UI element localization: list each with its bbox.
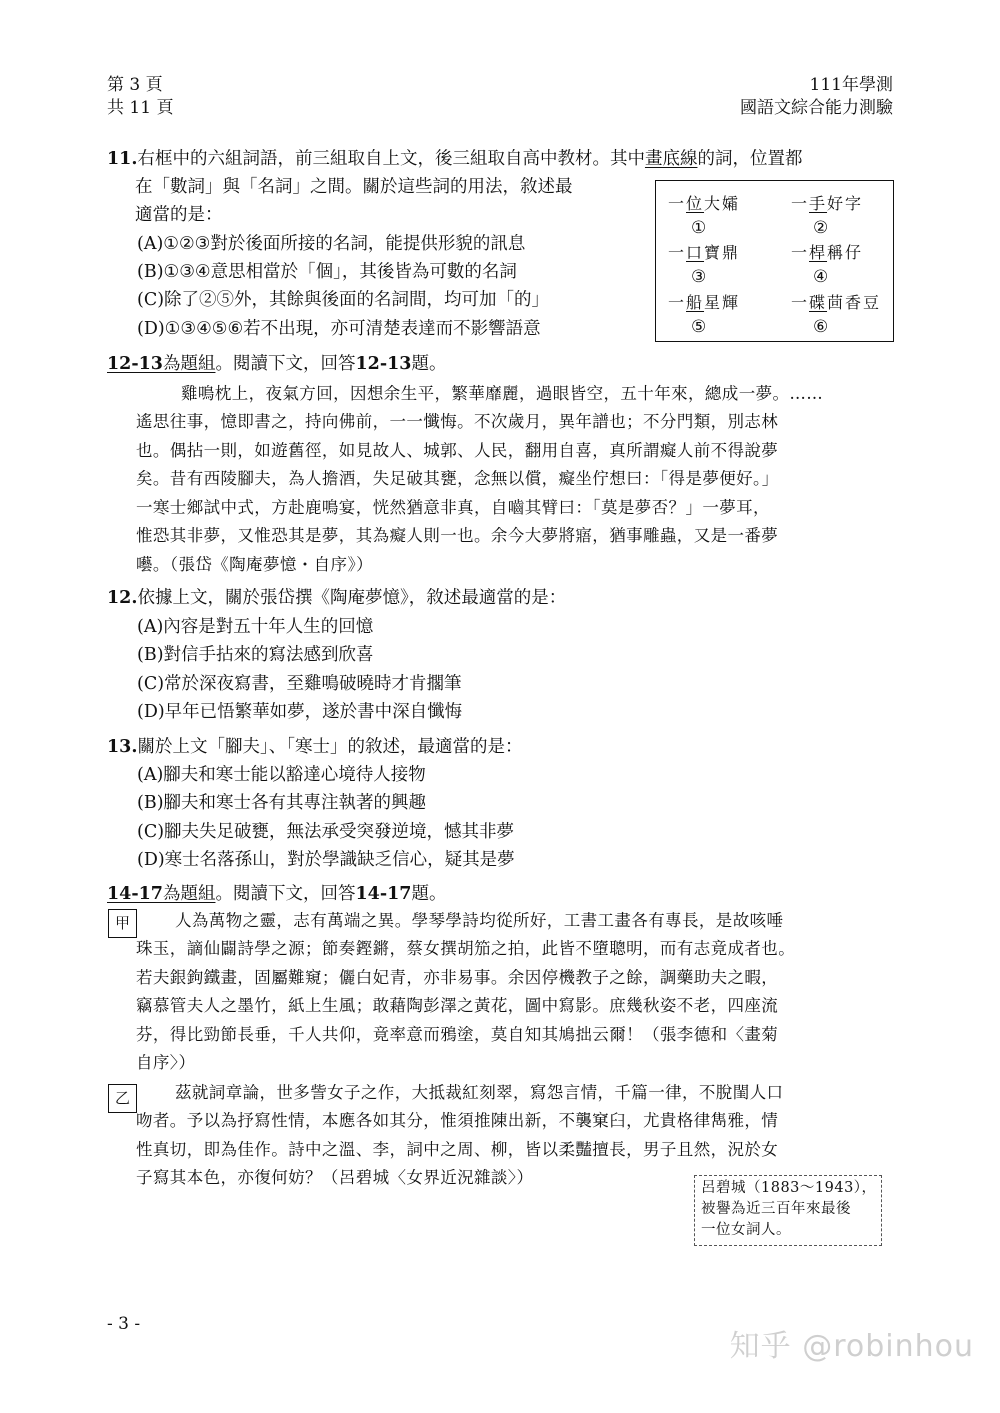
watermark: 知乎 @robinhou	[729, 1329, 974, 1364]
stem-text: 的詞，位置都	[697, 149, 803, 169]
word-5: 一船星輝	[668, 293, 741, 312]
exam-subject: 國語文綜合能力測驗	[740, 98, 893, 118]
question-12-option-d[interactable]: (D)早年已悟繁華如夢，遂於書中深自懺悔	[137, 702, 463, 722]
group-label: 為題組	[162, 884, 216, 904]
passage-yi-line: 吻者。予以為抒寫性情，本應各如其分，惟須推陳出新，不襲窠臼，尤貴格律雋雅，情	[136, 1111, 779, 1130]
passage-yi-tag: 乙	[108, 1084, 137, 1113]
passage-yi-line: 茲就詞章論，世多訾女子之作，大抵裁紅刻翠，寫怨言情，千篇一律，不脫閨人口	[175, 1083, 784, 1102]
passage-jia-line: 竊慕管夫人之墨竹，紙上生風；敢藉陶彭澤之黃花，圖中寫影。庶幾秋姿不老，四座流	[136, 996, 779, 1015]
exam-name: 111年學測	[809, 75, 893, 95]
word-4-marker: ④	[813, 267, 829, 287]
group-end: 題。	[411, 884, 447, 904]
group-label: 為題組	[162, 354, 216, 374]
question-13-option-d[interactable]: (D)寒士名落孫山，對於學識缺乏信心，疑其是夢	[137, 850, 515, 870]
question-11-option-c[interactable]: (C)除了②⑤外，其餘與後面的名詞間，均可加「的」	[137, 290, 550, 310]
passage-1-line: 一寒士鄉試中式，方赴鹿鳴宴，恍然猶意非真，自嚙其臂曰：「莫是夢否？」一夢耳，	[136, 498, 770, 517]
passage-1-line: 囈。（張岱《陶庵夢憶・自序》）	[136, 555, 373, 574]
note-line: 呂碧城（1883～1943），	[701, 1180, 877, 1196]
word-5-marker: ⑤	[691, 317, 707, 337]
passage-1-line: 矣。昔有西陵腳夫，為人擔酒，失足破其甕，念無以償，癡坐佇想曰：「得是夢便好。」	[136, 469, 779, 488]
question-12-option-b[interactable]: (B)對信手拈來的寫法感到欣喜	[137, 645, 374, 665]
question-11-option-b[interactable]: (B)①③④意思相當於「個」，其後皆為可數的名詞	[137, 262, 517, 282]
page-footer-number: - 3 -	[107, 1314, 141, 1334]
passage-yi-line: 性真切，即為佳作。詩中之溫、李，詞中之周、柳，皆以柔豔擅長，男子且然，況於女	[136, 1140, 779, 1159]
author-note	[694, 1175, 882, 1246]
word-box	[655, 180, 894, 342]
note-line: 一位女詞人。	[701, 1222, 791, 1238]
question-13-option-a[interactable]: (A)腳夫和寒士能以豁達心境待人接物	[137, 765, 426, 785]
question-12-stem	[107, 584, 566, 612]
word-6-marker: ⑥	[813, 317, 829, 337]
page-number: 第 3 頁	[107, 75, 163, 95]
group-end: 題。	[411, 354, 447, 374]
group-text: 。閱讀下文，回答	[215, 354, 356, 374]
passage-jia-line: 芬，得比勁節長垂，千人共仰，竟率意而鴉塗，莫自知其鳩拙云爾！（張李德和〈畫菊	[136, 1025, 779, 1044]
passage-1-line: 雞鳴枕上，夜氣方回，因想余生平，繁華靡麗，過眼皆空，五十年來，總成一夢。……	[181, 384, 824, 403]
group-14-17-heading	[107, 880, 446, 908]
word-4: 一桿稱仔	[791, 243, 864, 262]
word-2: 一手好字	[791, 194, 864, 213]
note-line: 被譽為近三百年來最後	[701, 1201, 851, 1217]
question-12-option-a[interactable]: (A)內容是對五十年人生的回憶	[137, 617, 374, 637]
question-12-option-c[interactable]: (C)常於深夜寫書，至雞鳴破曉時才肯擱筆	[137, 674, 462, 694]
word-3-marker: ③	[691, 267, 707, 287]
passage-jia-line: 自序〉）	[136, 1053, 196, 1072]
stem-text: 依據上文，關於張岱撰《陶庵夢憶》，敘述最適當的是：	[137, 588, 567, 608]
question-13-option-b[interactable]: (B)腳夫和寒士各有其專注執著的興趣	[137, 793, 427, 813]
passage-yi-line: 子寫其本色，亦復何妨？（呂碧城〈女界近況雜談〉）	[136, 1168, 534, 1187]
passage-jia-line: 若夫銀鉤鐵畫，固屬難窺；儷白妃青，亦非易事。余因停機教子之餘，調藥助夫之暇，	[136, 968, 779, 987]
question-12-number: 12.	[107, 588, 138, 608]
page-total: 共 11 頁	[107, 98, 174, 118]
passage-1-line: 也。偶拈一則，如遊舊徑，如見故人、城郭、人民，翻用自喜，真所謂癡人前不得說夢	[136, 441, 779, 460]
question-13-stem	[107, 733, 522, 761]
group-range-ref: 12-13	[355, 354, 412, 374]
question-13-number: 13.	[107, 737, 138, 757]
group-range: 12-13	[107, 354, 163, 374]
question-13-option-c[interactable]: (C)腳夫失足破甕，無法承受突發逆境，憾其非夢	[137, 822, 515, 842]
word-1: 一位大孀	[668, 194, 741, 213]
word-1-marker: ①	[691, 218, 707, 238]
passage-jia-line: 珠玉，謫仙闢詩學之源；節奏鏗鏘，蔡女撰胡笳之拍，此皆不墮聰明，而有志竟成者也。	[136, 939, 796, 958]
word-3: 一口寶鼎	[668, 243, 741, 262]
question-11-option-a[interactable]: (A)①②③對於後面所接的名詞，能提供形貌的訊息	[137, 234, 526, 254]
question-11-stem-line1	[107, 145, 802, 173]
stem-text: 右框中的六組詞語，前三組取自上文，後三組取自高中教材。其中	[137, 149, 645, 169]
group-range: 14-17	[107, 884, 163, 904]
group-12-13-heading	[107, 350, 446, 378]
stem-text: 關於上文「腳夫」、「寒士」的敘述，最適當的是：	[137, 737, 523, 757]
passage-jia-tag: 甲	[108, 909, 137, 938]
passage-1-line: 惟恐其非夢，又惟恐其是夢，其為癡人則一也。余今大夢將寤，猶事雕蟲，又是一番夢	[136, 526, 779, 545]
passage-jia-line: 人為萬物之靈，志有萬端之異。學琴學詩均從所好，工書工畫各有專長，是故咳唾	[175, 911, 784, 930]
passage-1-line: 遙思往事，憶即書之，持向佛前，一一懺悔。不次歲月，異年譜也；不分門類，別志林	[136, 412, 779, 431]
group-range-ref: 14-17	[355, 884, 412, 904]
question-11-option-d[interactable]: (D)①③④⑤⑥若不出現，亦可清楚表達而不影響語意	[137, 319, 541, 339]
question-11-stem-line2: 在「數詞」與「名詞」之間。關於這些詞的用法，敘述最	[135, 177, 573, 197]
word-2-marker: ②	[813, 218, 829, 238]
question-11-stem-line3: 適當的是：	[135, 205, 223, 225]
underlined-term: 畫底線	[644, 149, 698, 169]
word-6: 一碟茴香豆	[791, 293, 882, 312]
question-11-number: 11.	[107, 149, 138, 169]
group-text: 。閱讀下文，回答	[215, 884, 356, 904]
